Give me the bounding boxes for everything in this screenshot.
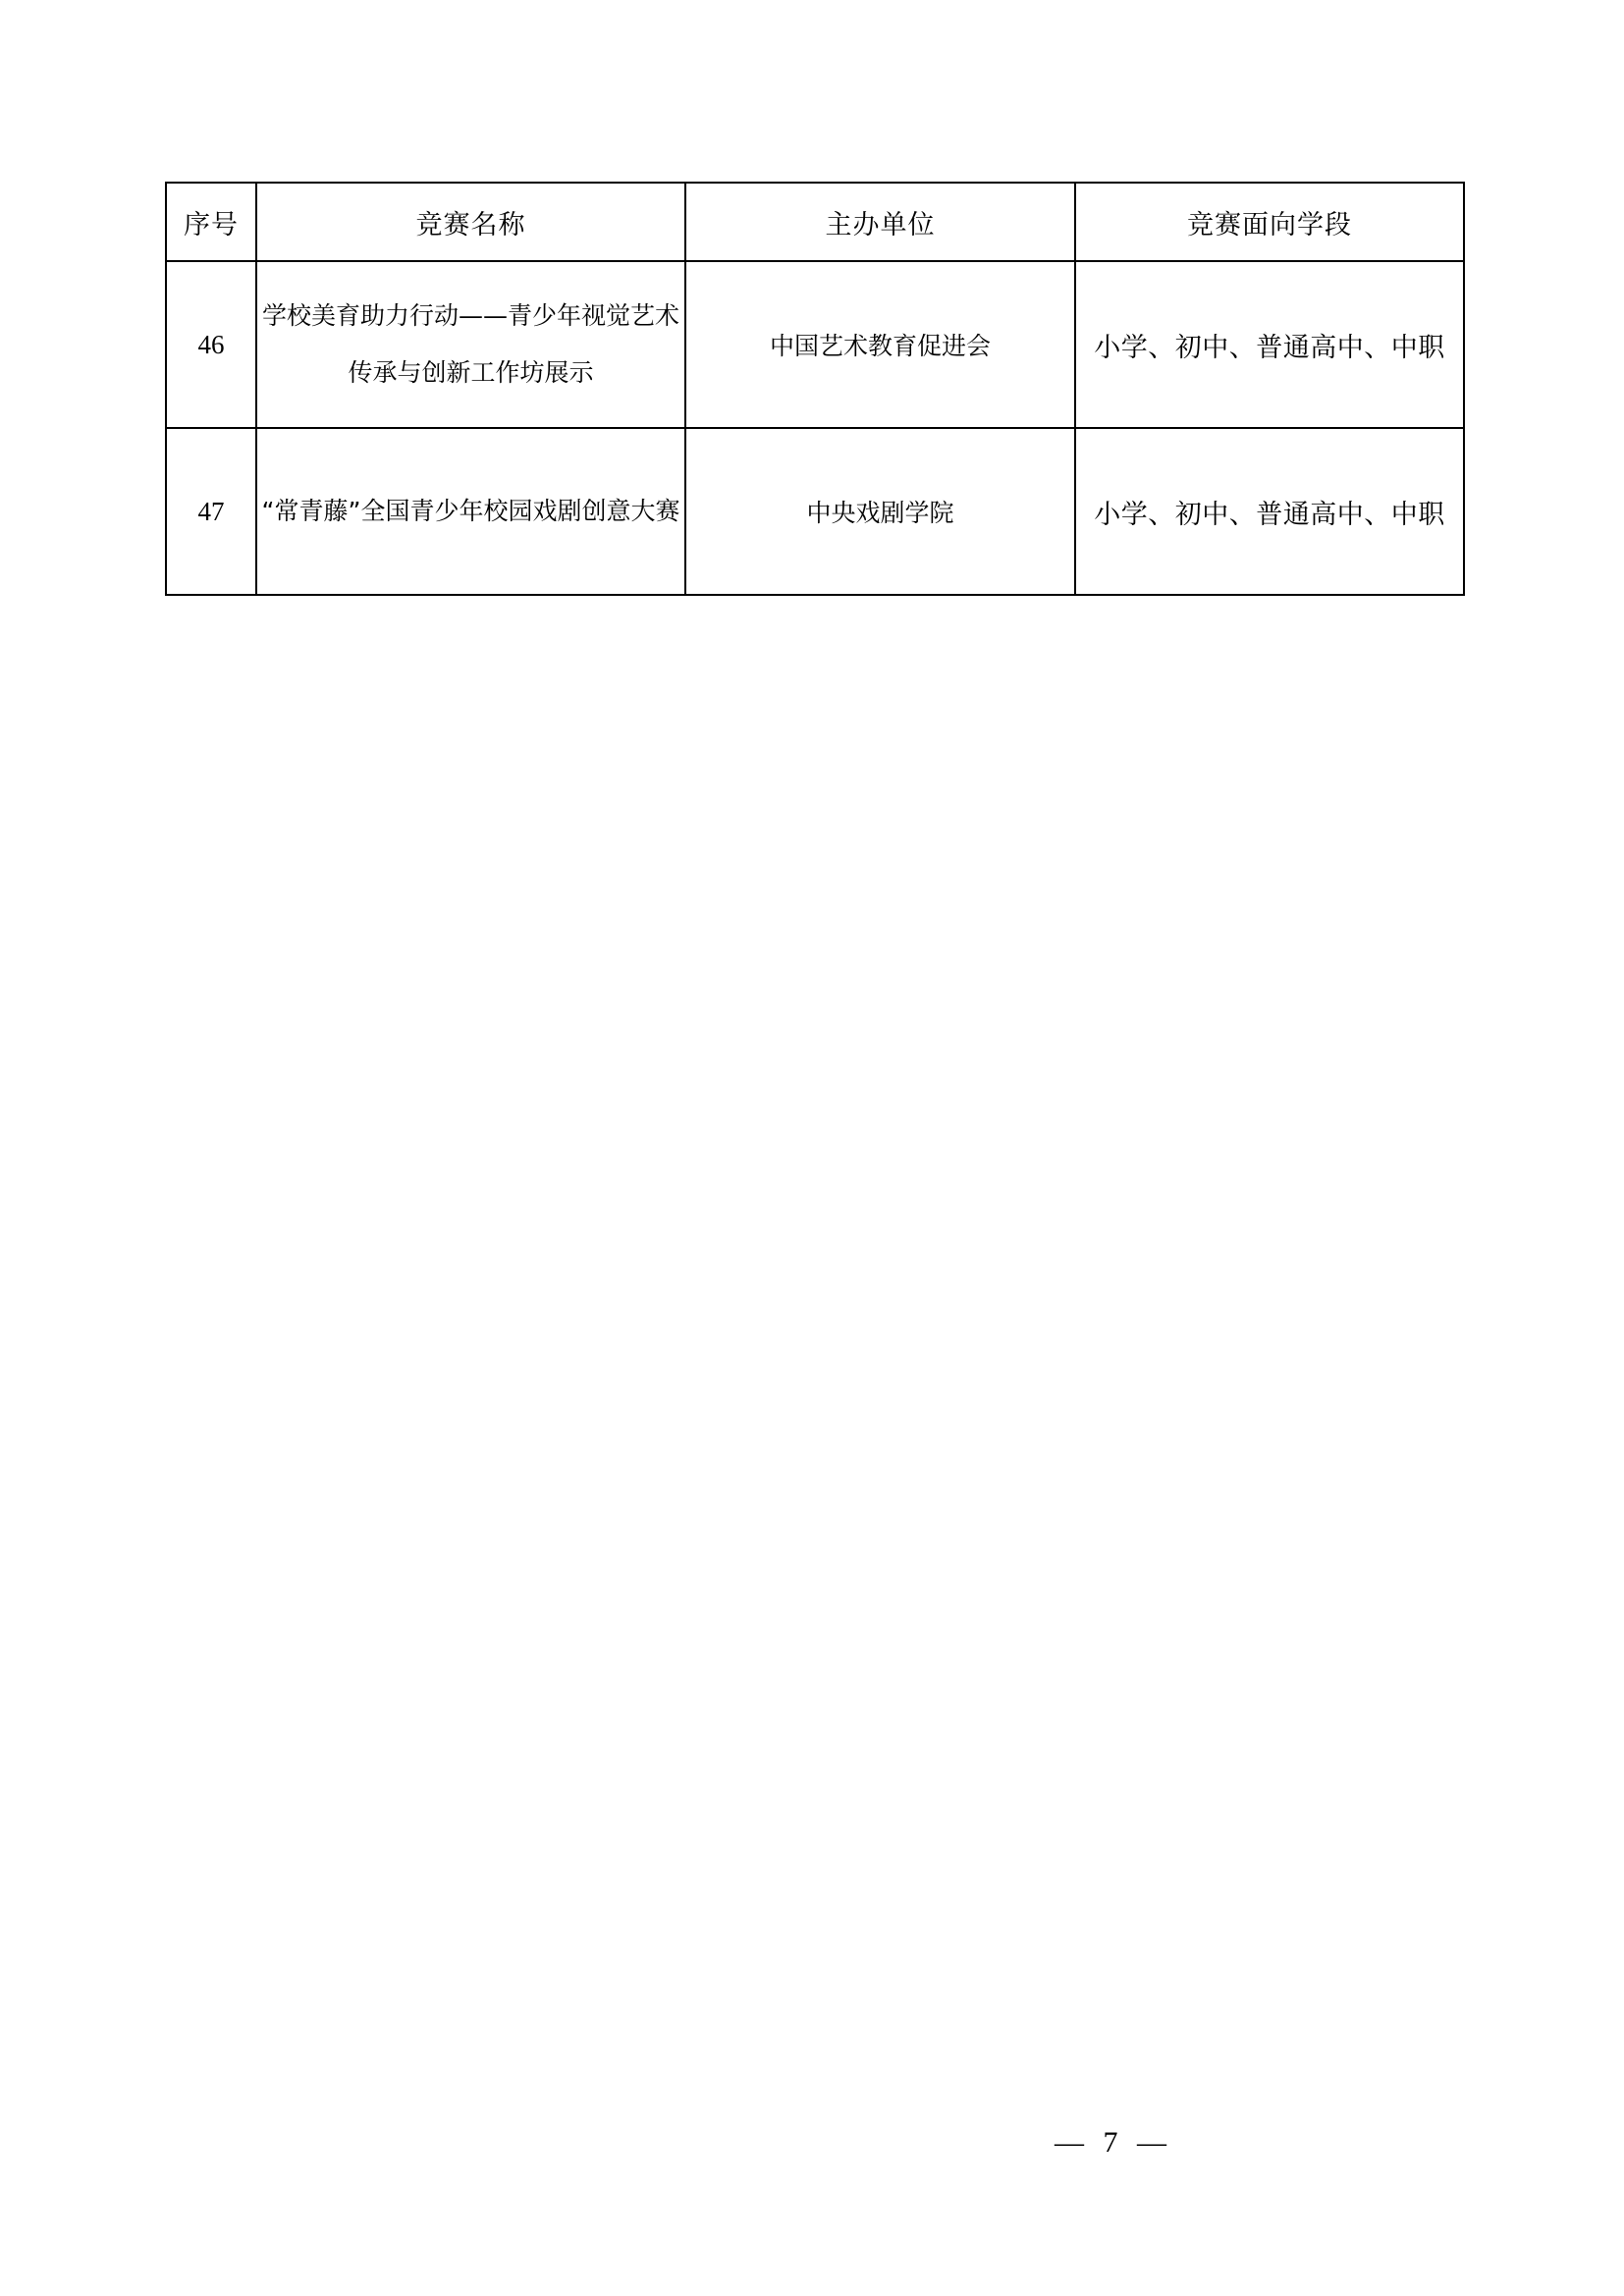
cell-competition-name: “常青藤”全国青少年校园戏剧创意大赛 [256, 428, 685, 595]
table-row [166, 428, 1464, 595]
cell-competition-name: 学校美育助力行动——青少年视觉艺术传承与创新工作坊展示 [256, 261, 685, 428]
column-header-index: 序号 [166, 183, 256, 261]
table-header [166, 183, 1464, 261]
competition-table-container [165, 182, 1463, 596]
column-header-stage: 竞赛面向学段 [1075, 183, 1464, 261]
table-body [166, 261, 1464, 595]
cell-stage: 小学、初中、普通高中、中职 [1075, 261, 1464, 428]
table-header-row [166, 183, 1464, 261]
page-number-text: — 7 — [1055, 2126, 1172, 2159]
page-number [0, 2126, 1624, 2160]
cell-organizer: 中国艺术教育促进会 [685, 261, 1075, 428]
cell-index: 46 [166, 261, 256, 428]
cell-index: 47 [166, 428, 256, 595]
column-header-organizer: 主办单位 [685, 183, 1075, 261]
column-header-name: 竞赛名称 [256, 183, 685, 261]
competition-table [165, 182, 1465, 596]
table-row [166, 261, 1464, 428]
cell-stage: 小学、初中、普通高中、中职 [1075, 428, 1464, 595]
cell-organizer: 中央戏剧学院 [685, 428, 1075, 595]
